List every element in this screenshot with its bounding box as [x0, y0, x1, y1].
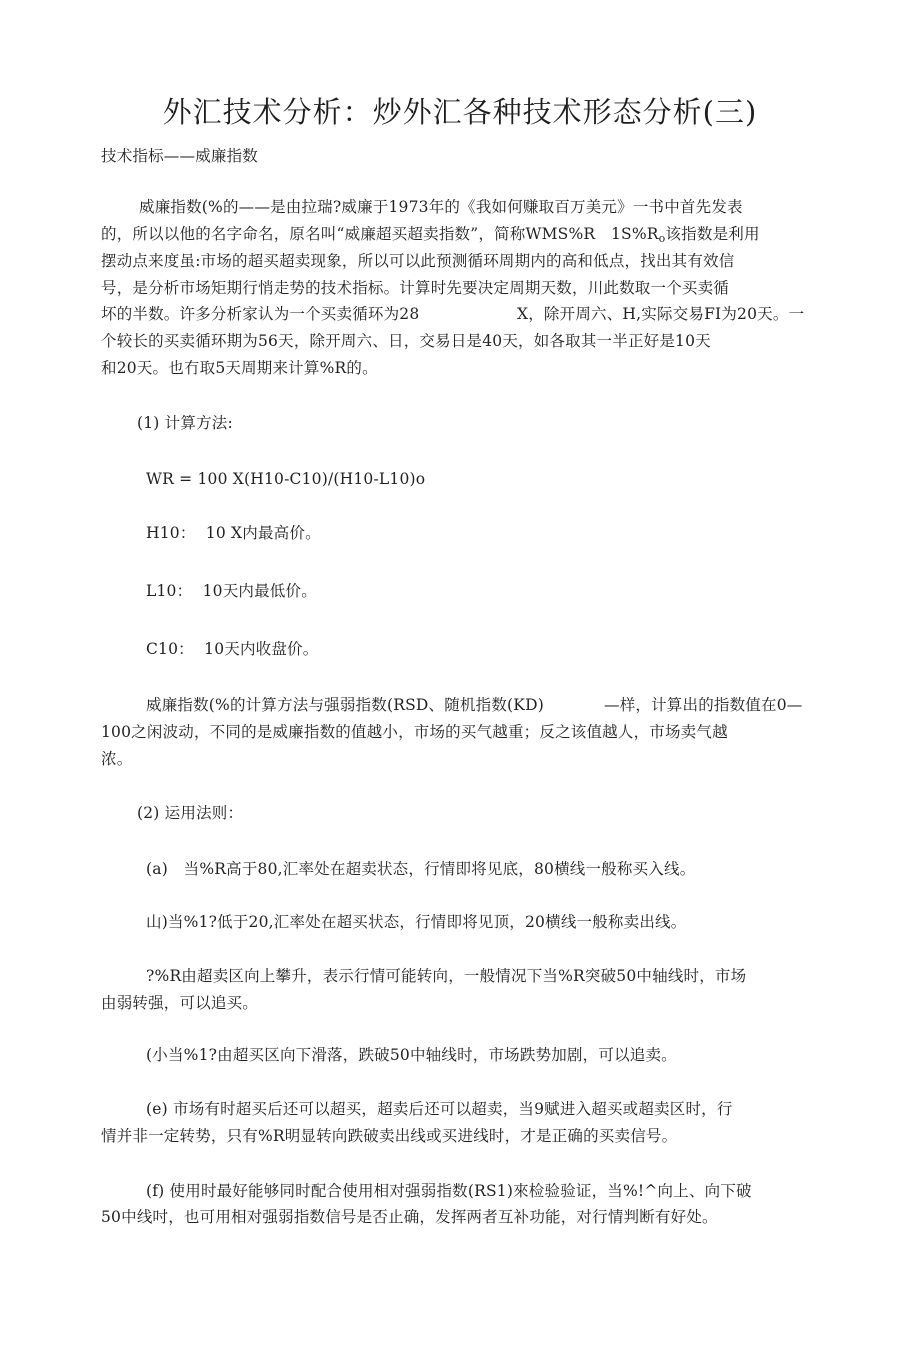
rule-e: (e) 市场有时超买后还可以超买，超卖后还可以超卖，当9赋进入超买或超卖区时，行: [146, 1100, 733, 1118]
comparison-line: —样，计算出的指数值在0—: [604, 696, 803, 714]
formula: WR = 100 X(H10-C10)/(H10-L10)o: [146, 470, 426, 488]
usage-rules-heading: (2) 运用法则：: [137, 804, 244, 822]
document-subtitle: 技术指标——威廉指数: [101, 147, 259, 165]
rule-f-continued: 50中线吋，也可用相对强弱指数信号是否止确，发挥两者互补功能，对行情判断有好处。: [101, 1208, 718, 1226]
comparison-line: 威廉指数(%的计算方法与强弱指数(RSD、随机指数(KD): [146, 696, 544, 714]
comparison-line: 浓。: [101, 750, 133, 768]
rule-e-continued: 情并非一定转势，只有%R明显转向跌破卖出线或买进线时，才是正确的买卖信号。: [101, 1127, 678, 1145]
definition-l10: L10： 10天内最低价。: [146, 582, 317, 600]
rule-f: (f) 使用时最好能够同时配合使用相对强弱指数(RS1)來检验验证，当%!^向上、向下破: [146, 1182, 752, 1200]
document-title: 外汇技术分析：炒外汇各种技术形态分析(三): [162, 95, 758, 129]
rule-b: 山)当%1?低于20,汇率处在超买状态，行情即将见顶，20横线一般称卖出线。: [146, 913, 687, 931]
rule-d: (小当%1?由超买区向下滑落，跌破50中轴线时，市场跌势加剧，可以追卖。: [146, 1046, 677, 1064]
calc-method-heading: (1) 计算方法:: [137, 414, 233, 432]
intro-line-text: 该指数是利用: [665, 225, 760, 243]
intro-line: 号，是分析市场矩期行悄走势的技术指标。计算时先要决定周期天数，川此数取一个买卖循: [101, 279, 730, 297]
comparison-line: 100之闲波动，不同的是威廉指数的值越小，市场的买气越重；反之该值越人，市场卖气越: [101, 723, 728, 741]
intro-line: [101, 222, 760, 248]
intro-line: 和20天。也冇取5天周期来计算%R的。: [101, 359, 378, 377]
rule-c: ?%R由超卖区向上攀升，表示行情可能转向，一般情况下当%R突破50中轴线时，市场: [146, 967, 747, 985]
intro-line: 摆动点来度虽:市场的超买超卖现象，所以可以此预测循环周期内的高和低点，找出其有效信: [101, 252, 735, 270]
rule-c-continued: 由弱转强，可以追买。: [101, 994, 259, 1012]
intro-line: 坏的半数。许多分析家认为一个买卖循环为28: [101, 305, 420, 323]
definition-h10: H10： 10 X内最高价。: [146, 524, 321, 542]
subscript-o: o: [658, 232, 666, 245]
intro-line: 个较长的买卖循环期为56天，除开周六、日，交易日是40天，如各取其一半正好是10天: [101, 332, 711, 350]
rule-a: (a) 当%R高于80,汇率处在超卖状态，行情即将见底，80横线一般称买入线。: [146, 860, 696, 878]
definition-c10: C10： 10天内收盘价。: [146, 640, 319, 658]
intro-line: 威廉指数(%的——是由拉瑞?威廉于1973年的《我如何赚取百万美元》一书中首先发表: [139, 198, 743, 216]
intro-line: X，除开周六、H,实际交易FI为20天。一: [517, 305, 805, 323]
intro-line-text: 的，所以以他的名字命名，原名叫“威廉超买超卖指数”，简称WMS%R 1S%R: [101, 225, 659, 243]
